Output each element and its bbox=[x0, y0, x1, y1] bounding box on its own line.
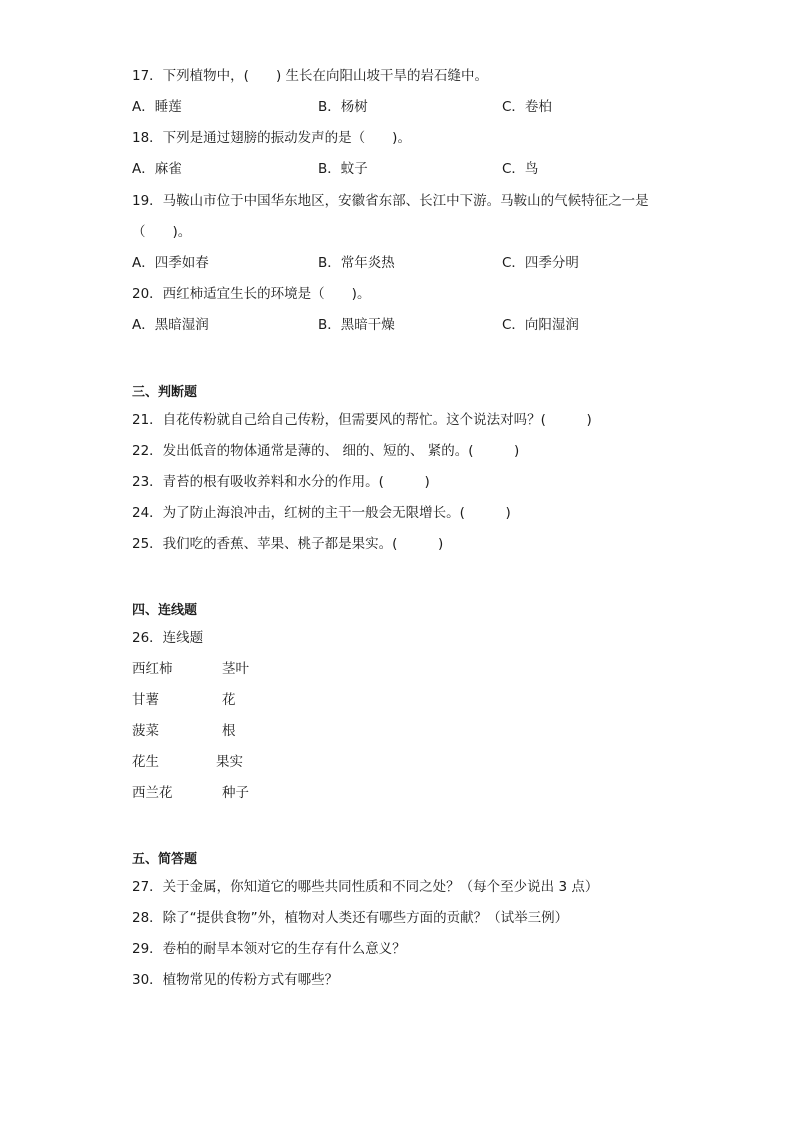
question-20-stem: 20．西红柿适宜生长的环境是（ )。 bbox=[132, 286, 371, 302]
question-19-stem: 19．马鞍山市位于中国华东地区，安徽省东部、长江中下游。马鞍山的气候特征之一是 bbox=[132, 193, 649, 209]
section-5-title: 五、简答题 bbox=[132, 852, 198, 867]
question-18-option-a: A．麻雀 bbox=[132, 161, 182, 177]
question-19-option-c: C．四季分明 bbox=[502, 255, 579, 271]
question-17-option-a: A．睡莲 bbox=[132, 99, 182, 115]
question-23: 23．青苔的根有吸收养料和水分的作用。( ) bbox=[132, 474, 430, 490]
question-20-option-a: A．黑暗湿润 bbox=[132, 317, 209, 333]
match-left-4: 花生 bbox=[132, 754, 159, 770]
question-21: 21．自花传粉就自己给自己传粉，但需要风的帮忙。这个说法对吗？( ) bbox=[132, 412, 592, 428]
question-17-option-b: B．杨树 bbox=[318, 99, 368, 115]
question-25: 25．我们吃的香蕉、苹果、桃子都是果实。( ) bbox=[132, 536, 444, 552]
question-22: 22．发出低音的物体通常是薄的、 细的、短的、 紧的。( ) bbox=[132, 443, 520, 459]
match-left-2: 甘薯 bbox=[132, 692, 159, 708]
match-left-1: 西红柿 bbox=[132, 661, 173, 677]
question-28: 28．除了“提供食物”外，植物对人类还有哪些方面的贡献？（试举三例） bbox=[132, 910, 569, 926]
question-19-stem-continued: （ )。 bbox=[132, 224, 192, 240]
section-4-title: 四、连线题 bbox=[132, 603, 198, 618]
question-17-option-c: C．卷柏 bbox=[502, 99, 552, 115]
question-19-option-a: A．四季如春 bbox=[132, 255, 209, 271]
question-26: 26．连线题 bbox=[132, 630, 204, 646]
question-20-option-b: B．黑暗干燥 bbox=[318, 317, 395, 333]
question-17-stem: 17．下列植物中，( ) 生长在向阳山坡干旱的岩石缝中。 bbox=[132, 68, 489, 84]
question-27: 27．关于金属，你知道它的哪些共同性质和不同之处？（每个至少说出 3 点） bbox=[132, 879, 599, 895]
question-18-stem: 18．下列是通过翅膀的振动发声的是（ )。 bbox=[132, 130, 411, 146]
match-right-5: 种子 bbox=[222, 785, 249, 801]
question-20-option-c: C．向阳湿润 bbox=[502, 317, 579, 333]
match-right-4: 果实 bbox=[216, 754, 243, 770]
question-24: 24．为了防止海浪冲击，红树的主干一般会无限增长。( ) bbox=[132, 505, 511, 521]
match-right-3: 根 bbox=[222, 723, 236, 739]
question-19-option-b: B．常年炎热 bbox=[318, 255, 395, 271]
match-right-1: 茎叶 bbox=[222, 661, 249, 677]
match-right-2: 花 bbox=[222, 692, 236, 708]
section-3-title: 三、判断题 bbox=[132, 385, 198, 400]
match-left-5: 西兰花 bbox=[132, 785, 173, 801]
question-30: 30．植物常见的传粉方式有哪些？ bbox=[132, 972, 339, 988]
question-18-option-c: C．鸟 bbox=[502, 161, 539, 177]
match-left-3: 菠菜 bbox=[132, 723, 159, 739]
question-29: 29．卷柏的耐旱本领对它的生存有什么意义？ bbox=[132, 941, 406, 957]
question-18-option-b: B．蚊子 bbox=[318, 161, 368, 177]
